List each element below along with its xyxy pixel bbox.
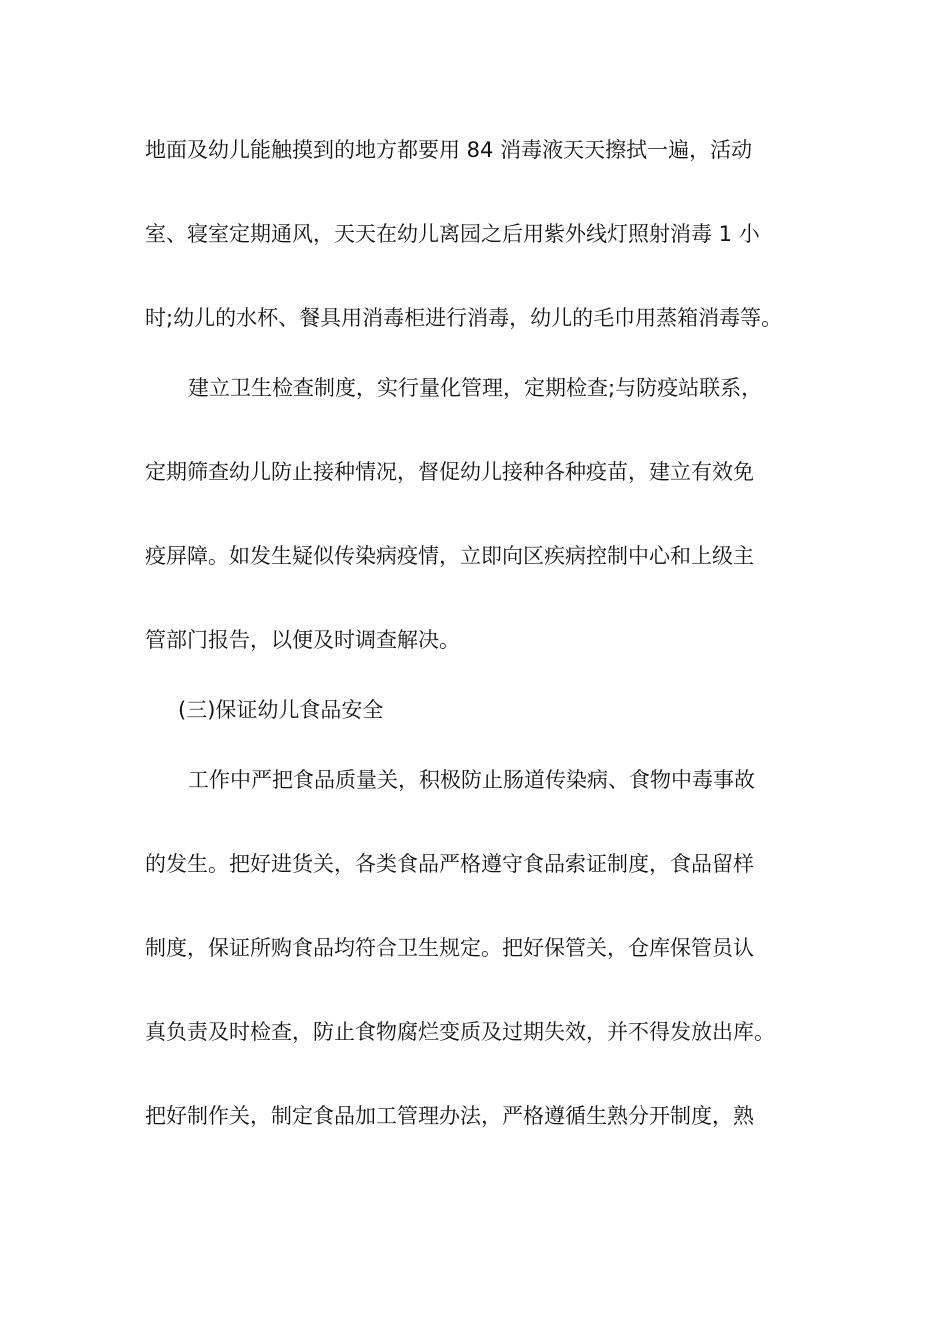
paragraph-start-line: 工作中严把食品质量关，积极防止肠道传染病、食物中毒事故	[188, 768, 755, 792]
body-line: 真负责及时检查，防止食物腐烂变质及过期失效，并不得发放出库。	[145, 1020, 775, 1044]
section-heading: (三)保证幼儿食品安全	[178, 698, 384, 722]
body-line: 把好制作关，制定食品加工管理办法，严格遵循生熟分开制度，熟	[145, 1104, 754, 1128]
body-line: 定期筛查幼儿防止接种情况，督促幼儿接种各种疫苗，建立有效免	[145, 460, 754, 484]
paragraph-start-line: 建立卫生检查制度，实行量化管理，定期检查;与防疫站联系，	[188, 376, 763, 400]
body-line: 管部门报告，以便及时调查解决。	[145, 628, 460, 652]
body-line: 地面及幼儿能触摸到的地方都要用 84 消毒液天天擦拭一遍，活动	[145, 138, 753, 162]
body-line: 疫屏障。如发生疑似传染病疫情，立即向区疾病控制中心和上级主	[145, 544, 754, 568]
body-line: 的发生。把好进货关，各类食品严格遵守食品索证制度，食品留样	[145, 852, 754, 876]
body-line: 室、寝室定期通风，天天在幼儿离园之后用紫外线灯照射消毒 1 小	[145, 222, 760, 246]
body-line: 制度，保证所购食品均符合卫生规定。把好保管关，仓库保管员认	[145, 936, 754, 960]
body-line: 时;幼儿的水杯、餐具用消毒柜进行消毒，幼儿的毛巾用蒸箱消毒等。	[145, 306, 783, 330]
